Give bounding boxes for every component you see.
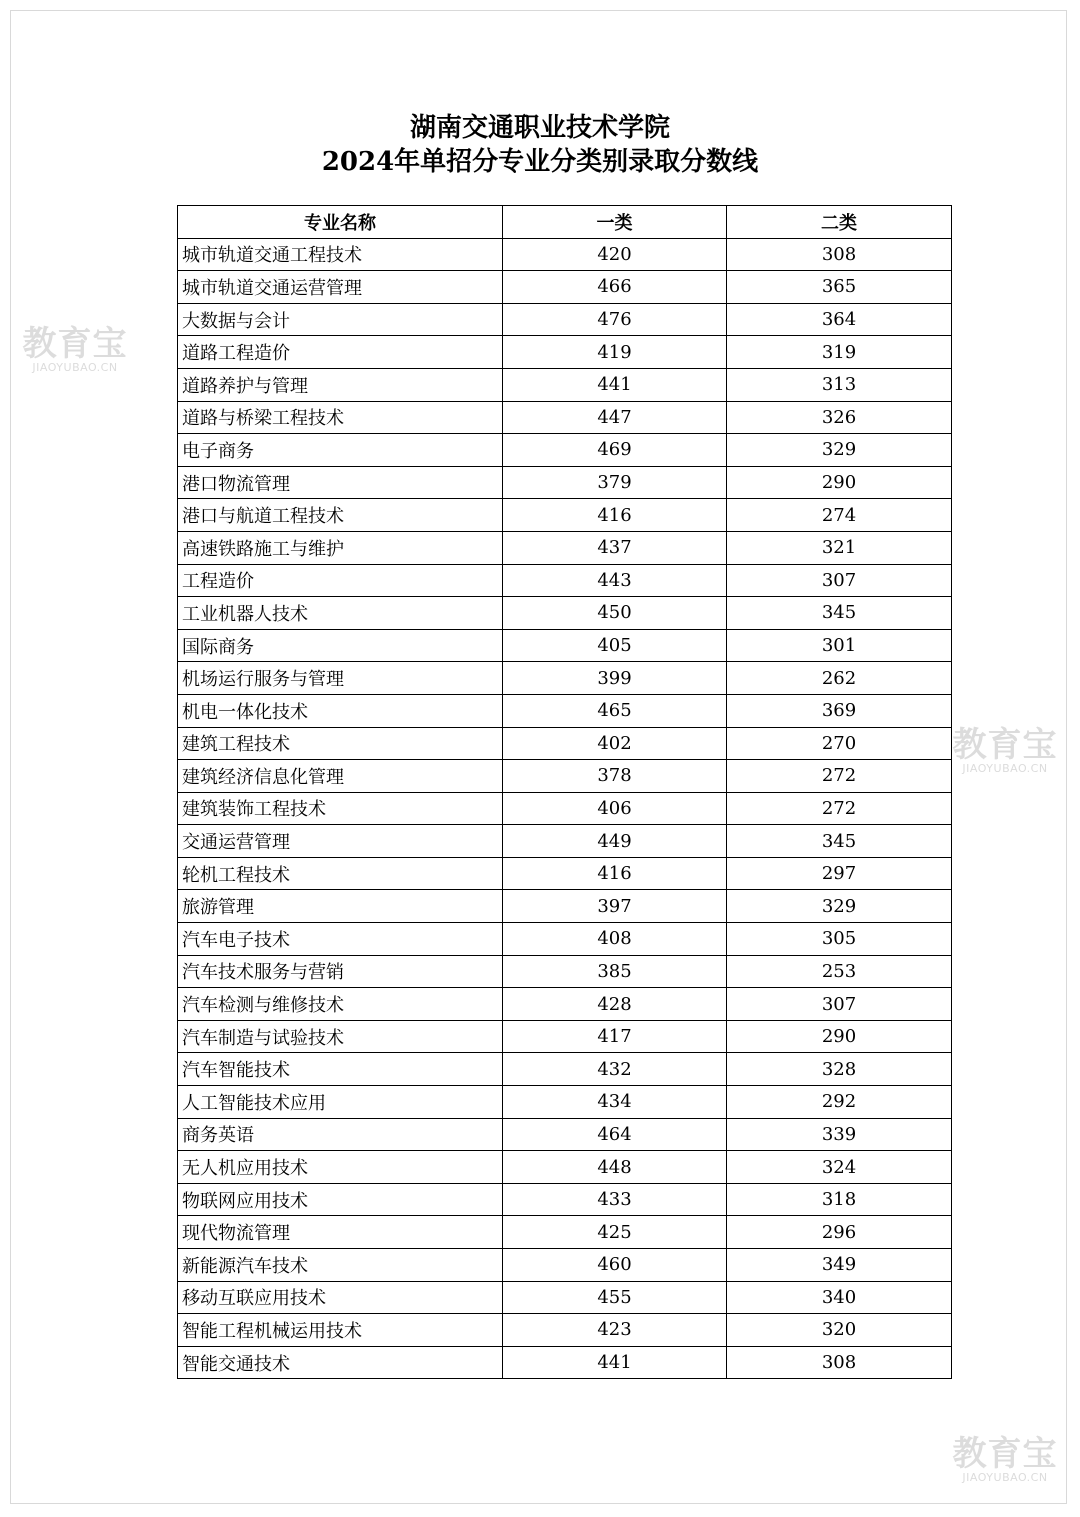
category-2-score-cell: 324	[727, 1151, 952, 1184]
category-1-score-cell: 464	[503, 1118, 727, 1151]
table-row	[178, 760, 952, 793]
major-name-cell: 道路工程造价	[178, 336, 503, 369]
major-name-cell: 现代物流管理	[178, 1216, 503, 1249]
category-1-score-cell: 432	[503, 1053, 727, 1086]
category-1-score-cell: 437	[503, 531, 727, 564]
watermark-domain: JIAOYUBAO.CN	[32, 361, 118, 374]
category-1-score-cell: 476	[503, 303, 727, 336]
watermark-logo-text: 教育宝	[22, 324, 128, 364]
category-2-score-cell: 296	[727, 1216, 952, 1249]
table-row	[178, 1053, 952, 1086]
major-name-cell: 移动互联应用技术	[178, 1281, 503, 1314]
major-name-cell: 机电一体化技术	[178, 694, 503, 727]
table-row	[178, 336, 952, 369]
category-2-score-cell: 369	[727, 694, 952, 727]
category-2-score-cell: 345	[727, 825, 952, 858]
category-1-score-cell: 378	[503, 760, 727, 793]
category-2-score-cell: 274	[727, 499, 952, 532]
category-2-score-cell: 308	[727, 238, 952, 271]
category-2-score-cell: 292	[727, 1086, 952, 1119]
major-name-cell: 建筑装饰工程技术	[178, 792, 503, 825]
major-name-cell: 建筑工程技术	[178, 727, 503, 760]
major-name-cell: 商务英语	[178, 1118, 503, 1151]
major-name-cell: 汽车智能技术	[178, 1053, 503, 1086]
category-2-score-cell: 290	[727, 1020, 952, 1053]
table-row	[178, 499, 952, 532]
category-1-score-cell: 455	[503, 1281, 727, 1314]
category-1-score-cell: 397	[503, 890, 727, 923]
category-1-score-cell: 423	[503, 1314, 727, 1347]
table-row	[178, 727, 952, 760]
table-row	[178, 271, 952, 304]
major-name-cell: 工程造价	[178, 564, 503, 597]
category-1-score-cell: 449	[503, 825, 727, 858]
table-row	[178, 1086, 952, 1119]
major-name-cell: 建筑经济信息化管理	[178, 760, 503, 793]
major-name-cell: 道路与桥梁工程技术	[178, 401, 503, 434]
watermark-domain: JIAOYUBAO.CN	[962, 1471, 1048, 1484]
category-1-score-cell: 441	[503, 1346, 727, 1379]
category-1-score-cell: 434	[503, 1086, 727, 1119]
major-name-cell: 工业机器人技术	[178, 597, 503, 630]
category-2-score-cell: 340	[727, 1281, 952, 1314]
table-row	[178, 1249, 952, 1282]
major-name-cell: 城市轨道交通运营管理	[178, 271, 503, 304]
major-name-cell: 汽车制造与试验技术	[178, 1020, 503, 1053]
table-row	[178, 825, 952, 858]
major-name-cell: 新能源汽车技术	[178, 1249, 503, 1282]
table-row	[178, 434, 952, 467]
table-row	[178, 303, 952, 336]
category-1-score-cell: 465	[503, 694, 727, 727]
category-2-score-cell: 318	[727, 1183, 952, 1216]
score-table	[177, 205, 952, 1379]
table-row	[178, 1183, 952, 1216]
major-name-cell: 港口与航道工程技术	[178, 499, 503, 532]
category-1-score-cell: 420	[503, 238, 727, 271]
category-2-score-cell: 290	[727, 466, 952, 499]
category-1-score-cell: 460	[503, 1249, 727, 1282]
category-1-score-cell: 433	[503, 1183, 727, 1216]
category-2-score-cell: 308	[727, 1346, 952, 1379]
header-category-2: 二类	[727, 206, 952, 239]
category-1-score-cell: 425	[503, 1216, 727, 1249]
table-header-row	[178, 206, 952, 239]
category-2-score-cell: 253	[727, 955, 952, 988]
category-1-score-cell: 399	[503, 662, 727, 695]
major-name-cell: 大数据与会计	[178, 303, 503, 336]
category-2-score-cell: 329	[727, 434, 952, 467]
category-2-score-cell: 329	[727, 890, 952, 923]
header-category-1: 一类	[503, 206, 727, 239]
table-row	[178, 368, 952, 401]
category-2-score-cell: 319	[727, 336, 952, 369]
category-1-score-cell: 448	[503, 1151, 727, 1184]
category-1-score-cell: 379	[503, 466, 727, 499]
category-2-score-cell: 364	[727, 303, 952, 336]
category-1-score-cell: 385	[503, 955, 727, 988]
watermark-logo-text: 教育宝	[952, 725, 1058, 765]
category-2-score-cell: 328	[727, 1053, 952, 1086]
table-row	[178, 597, 952, 630]
table-row	[178, 988, 952, 1021]
table-row	[178, 857, 952, 890]
category-1-score-cell: 466	[503, 271, 727, 304]
category-2-score-cell: 313	[727, 368, 952, 401]
major-name-cell: 机场运行服务与管理	[178, 662, 503, 695]
major-name-cell: 道路养护与管理	[178, 368, 503, 401]
category-2-score-cell: 365	[727, 271, 952, 304]
watermark-domain: JIAOYUBAO.CN	[962, 762, 1048, 775]
category-1-score-cell: 416	[503, 857, 727, 890]
category-1-score-cell: 408	[503, 923, 727, 956]
table-row	[178, 923, 952, 956]
table-body	[178, 238, 952, 1379]
page-title: 湖南交通职业技术学院	[409, 113, 670, 143]
table-row	[178, 1216, 952, 1249]
category-1-score-cell: 469	[503, 434, 727, 467]
table-row	[178, 694, 952, 727]
major-name-cell: 汽车电子技术	[178, 923, 503, 956]
table-row	[178, 1346, 952, 1379]
major-name-cell: 人工智能技术应用	[178, 1086, 503, 1119]
category-1-score-cell: 417	[503, 1020, 727, 1053]
major-name-cell: 旅游管理	[178, 890, 503, 923]
table-row	[178, 792, 952, 825]
major-name-cell: 汽车检测与维修技术	[178, 988, 503, 1021]
major-name-cell: 轮机工程技术	[178, 857, 503, 890]
category-2-score-cell: 307	[727, 564, 952, 597]
table-row	[178, 466, 952, 499]
major-name-cell: 智能工程机械运用技术	[178, 1314, 503, 1347]
major-name-cell: 国际商务	[178, 629, 503, 662]
table-row	[178, 1281, 952, 1314]
category-1-score-cell: 428	[503, 988, 727, 1021]
table-row	[178, 564, 952, 597]
category-2-score-cell: 320	[727, 1314, 952, 1347]
page-subtitle: 2024年单招分专业分类别录取分数线	[321, 147, 759, 177]
table-row	[178, 1020, 952, 1053]
category-1-score-cell: 441	[503, 368, 727, 401]
category-2-score-cell: 297	[727, 857, 952, 890]
category-2-score-cell: 345	[727, 597, 952, 630]
header-major-name: 专业名称	[178, 206, 503, 239]
major-name-cell: 无人机应用技术	[178, 1151, 503, 1184]
major-name-cell: 高速铁路施工与维护	[178, 531, 503, 564]
category-2-score-cell: 270	[727, 727, 952, 760]
major-name-cell: 智能交通技术	[178, 1346, 503, 1379]
table-row	[178, 890, 952, 923]
watermark-logo-text: 教育宝	[952, 1434, 1058, 1474]
table-row	[178, 531, 952, 564]
category-1-score-cell: 419	[503, 336, 727, 369]
table-row	[178, 238, 952, 271]
table-row	[178, 662, 952, 695]
category-1-score-cell: 450	[503, 597, 727, 630]
major-name-cell: 汽车技术服务与营销	[178, 955, 503, 988]
category-1-score-cell: 406	[503, 792, 727, 825]
major-name-cell: 电子商务	[178, 434, 503, 467]
category-1-score-cell: 443	[503, 564, 727, 597]
category-2-score-cell: 339	[727, 1118, 952, 1151]
major-name-cell: 城市轨道交通工程技术	[178, 238, 503, 271]
table-row	[178, 1151, 952, 1184]
category-2-score-cell: 301	[727, 629, 952, 662]
major-name-cell: 物联网应用技术	[178, 1183, 503, 1216]
category-2-score-cell: 305	[727, 923, 952, 956]
table-row	[178, 955, 952, 988]
category-2-score-cell: 262	[727, 662, 952, 695]
category-1-score-cell: 416	[503, 499, 727, 532]
table-row	[178, 401, 952, 434]
category-2-score-cell: 307	[727, 988, 952, 1021]
table-row	[178, 1314, 952, 1347]
table-row	[178, 629, 952, 662]
category-2-score-cell: 321	[727, 531, 952, 564]
major-name-cell: 交通运营管理	[178, 825, 503, 858]
category-1-score-cell: 447	[503, 401, 727, 434]
category-2-score-cell: 349	[727, 1249, 952, 1282]
category-2-score-cell: 272	[727, 792, 952, 825]
category-1-score-cell: 405	[503, 629, 727, 662]
table-row	[178, 1118, 952, 1151]
major-name-cell: 港口物流管理	[178, 466, 503, 499]
category-2-score-cell: 326	[727, 401, 952, 434]
category-2-score-cell: 272	[727, 760, 952, 793]
category-1-score-cell: 402	[503, 727, 727, 760]
